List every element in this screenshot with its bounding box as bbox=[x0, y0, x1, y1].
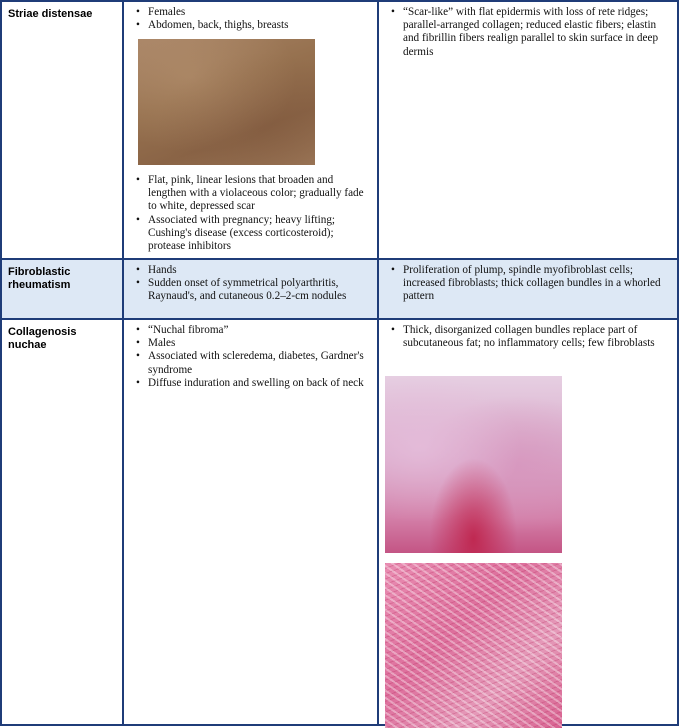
clinical-list bbox=[124, 2, 377, 32]
term-label: Fibroblastic rheumatism bbox=[8, 266, 71, 291]
histology-cell bbox=[379, 260, 677, 318]
list-item: • Flat, pink, linear lesions that broaden and lengthen with a violaceous color; gradually fade to white, depressed scar bbox=[136, 174, 373, 214]
clinical-cell bbox=[124, 260, 379, 318]
list-item: • Proliferation of plump, spindle myofibroblast cells; increased fibroblasts; thick collagen bundles in a whorled pattern bbox=[391, 264, 673, 304]
histology-photo-high-power bbox=[385, 563, 562, 728]
histology-list bbox=[379, 320, 677, 350]
histology-photo-low-power bbox=[385, 376, 562, 553]
term-label: Collagenosis nuchae bbox=[8, 326, 77, 351]
list-item: • Females bbox=[136, 6, 373, 19]
list-item: • Hands bbox=[136, 264, 373, 277]
histology-cell bbox=[379, 320, 677, 724]
list-item: • Abdomen, back, thighs, breasts bbox=[136, 19, 373, 32]
list-item: • Sudden onset of symmetrical polyarthritis, Raynaud's, and cutaneous 0.2–2-cm nodules bbox=[136, 277, 373, 303]
term-cell bbox=[2, 2, 124, 258]
list-item: • Associated with scleredema, diabetes, Gardner's syndrome bbox=[136, 350, 373, 376]
histology-list bbox=[379, 2, 677, 59]
histology-cell bbox=[379, 2, 677, 258]
striae-skin-photo bbox=[138, 39, 315, 165]
table-row bbox=[2, 2, 677, 260]
clinical-cell bbox=[124, 2, 379, 258]
list-item: • Associated with pregnancy; heavy lifting; Cushing's disease (excess corticosteroid); protease inhibitors bbox=[136, 214, 373, 254]
table-row bbox=[2, 320, 677, 724]
term-label: Striae distensae bbox=[8, 8, 93, 20]
list-item: • Males bbox=[136, 337, 373, 350]
term-cell bbox=[2, 260, 124, 318]
clinical-list bbox=[124, 260, 377, 304]
histology-list bbox=[379, 260, 677, 304]
list-item: • “Nuchal fibroma” bbox=[136, 324, 373, 337]
list-item: • Diffuse induration and swelling on back of neck bbox=[136, 377, 373, 390]
list-item: • Thick, disorganized collagen bundles replace part of subcutaneous fat; no inflammatory cells; few fibroblasts bbox=[391, 324, 673, 350]
clinical-cell bbox=[124, 320, 379, 724]
term-cell bbox=[2, 320, 124, 724]
table-row bbox=[2, 260, 677, 320]
clinical-list-continued bbox=[124, 170, 377, 253]
clinical-list bbox=[124, 320, 377, 390]
list-item: • “Scar-like” with flat epidermis with loss of rete ridges; parallel-arranged collagen; reduced elastic fibers; elastin and fibrillin fibers realign parallel to skin surface in deep dermis bbox=[391, 6, 673, 59]
